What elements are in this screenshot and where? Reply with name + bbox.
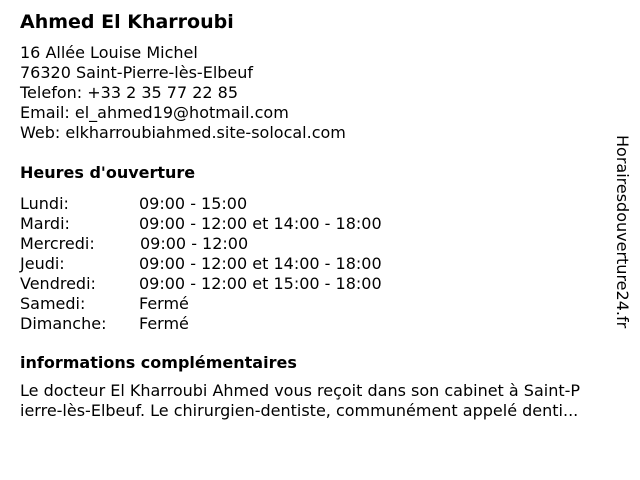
hours-heading: Heures d'ouverture (20, 163, 196, 182)
time-value: 09:00 - 12:00 (140, 234, 249, 253)
web-text: Web: elkharroubiahmed.site-solocal.com (20, 123, 346, 142)
day-label: Vendredi: (20, 274, 96, 293)
time-value: 09:00 - 12:00 et 14:00 - 18:00 (139, 214, 382, 233)
info-description (20, 381, 632, 421)
contact-block (20, 43, 346, 143)
address-line-2: 76320 Saint-Pierre-lès-Elbeuf (20, 63, 254, 82)
phone-text: Telefon: +33 2 35 77 22 85 (20, 83, 239, 102)
time-value: Fermé (139, 314, 189, 333)
day-label: Samedi: (20, 294, 86, 313)
address-line-1: 16 Allée Louise Michel (20, 43, 198, 62)
info-heading: informations complémentaires (20, 353, 297, 372)
day-label: Mardi: (20, 214, 70, 233)
time-value: 09:00 - 12:00 et 14:00 - 18:00 (139, 254, 382, 273)
day-label: Jeudi: (20, 254, 65, 273)
time-value: 09:00 - 12:00 et 15:00 - 18:00 (139, 274, 382, 293)
time-value: Fermé (139, 294, 189, 313)
day-label: Mercredi: (20, 234, 95, 253)
day-label: Lundi: (20, 194, 69, 213)
info-line-1: Le docteur El Kharroubi Ahmed vous reçoit dans son cabinet à Saint-P (20, 381, 581, 400)
site-watermark: Horairesdouverture24.fr (613, 135, 632, 329)
day-label: Dimanche: (20, 314, 107, 333)
info-line-2: ierre-lès-Elbeuf. Le chirurgien-dentiste, communément appelé denti... (20, 401, 579, 420)
time-value: 09:00 - 15:00 (139, 194, 248, 213)
business-name: Ahmed El Kharroubi (20, 11, 234, 33)
email-text: Email: el_ahmed19@hotmail.com (20, 103, 289, 122)
